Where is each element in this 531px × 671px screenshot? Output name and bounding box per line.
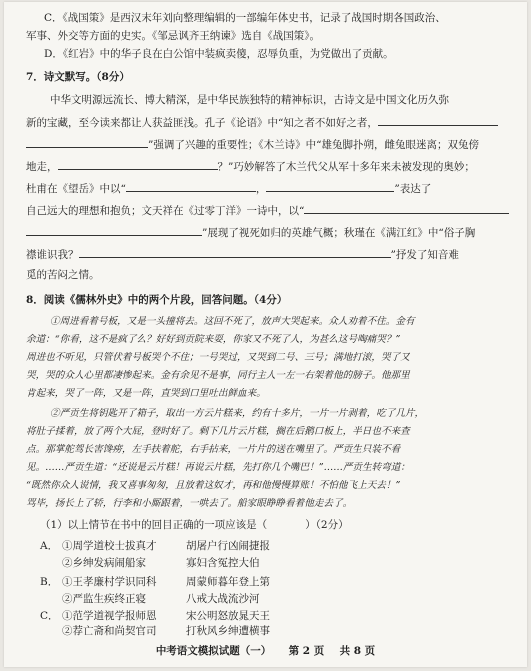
blank-8[interactable] [79,246,391,258]
passage-2-line-4: 见。……严贡生道：“还说是云片糕！再说云片糕，先打你几个嘴巴！”……严贡生转弯道： [26,462,410,473]
q7-line-8 [26,246,526,262]
option-b-row1-left: ①王孝廉村学识同科 [62,576,157,588]
option-d-line: D．《红岩》中的华子良在白公馆中装疯卖傻，忍辱负重，为党做出了贡献。 [44,48,394,60]
passage-1-line-3: 周进也不听见，只管伏着号板哭个不住；一号哭过，又哭到二号、三号；满地打滚，哭了又 [26,352,410,363]
q7-line-2 [26,114,526,130]
page-footer [4,643,527,658]
q7-line-8-text-b: ”抒发了知音难 [390,249,459,261]
q7-line-8-text-a: 襟谁识我？ [26,249,79,261]
q7-line-6-text: 自己远大的理想和抱负；文天祥在《过零丁洋》一诗中，以“ [26,205,305,217]
blank-2[interactable] [26,136,148,148]
q7-line-2-text: 新的宝藏，至今读来都让人获益匪浅。孔子《论语》中“知之者不如好之者， [26,117,378,129]
option-a-letter[interactable]: A． [40,540,59,552]
footer-title: 中考语文模拟试题（一） [155,645,272,657]
option-a-row2-right: 寡妇含冤控大伯 [186,557,260,569]
option-b-row2-right: 八戒大战流沙河 [186,593,260,605]
option-c-row1-left: ①范学道视学报师恩 [62,610,157,622]
option-c-row2-right: 打秋风乡绅遭横事 [186,625,270,637]
exam-page [4,2,527,667]
option-a-row1-left: ①周学道校士拔真才 [62,540,157,552]
option-c-row2-left: ②荐亡斋和尚契官司 [62,625,157,637]
q7-line-6 [26,202,526,218]
option-a-row1-right: 胡屠户行凶闹捷报 [186,540,270,552]
q7-line-7-text: ”展现了视死如归的英雄气概；秋瑾在《满江红》中“俗子胸 [202,227,476,239]
sub-question-score: ）（2分） [305,519,349,531]
q7-line-5-text-c: ”表达了 [394,183,432,195]
q7-line-3 [26,136,526,152]
q7-line-5-text-a: 杜甫在《望岳》中以“ [26,183,126,195]
footer-total-pages: 共 8 页 [339,645,376,657]
option-c-line-2: 军事、外交等方面的史实。《邹忌讽齐王纳谏》选自《战国策》。 [26,30,320,42]
sub-question-stem: （1）以上情节在书中的回目正确的一项应该是（ [40,519,268,531]
q7-line-3-text: ”强调了兴趣的重要性；《木兰诗》中“雄兔脚扑朔，雌兔眼迷离；双兔傍 [148,139,479,151]
q7-line-7 [26,224,526,240]
option-b-row2-left: ②严监生疾终正寝 [62,593,146,605]
q7-line-4 [26,158,526,174]
q7-line-5-comma: ， [255,183,267,195]
passage-1-line-4: 哭，哭的众人心里都凄惨起来。金有余见不是事，同行主人一左一右架着他的膀子。他那里 [26,370,410,381]
passage-1-line-5: 肯起来，哭了一阵，又是一阵，直哭到口里吐出鲜血来。 [26,388,266,399]
passage-2-line-2: 将肚子揉着，放了两个大屁，登时好了。剩下几片云片糕，搁在后鹅口板上，半日也不来查 [26,426,410,437]
option-b-letter[interactable]: B． [40,576,59,588]
sub-question-1 [40,518,520,532]
q7-line-9: 觅的苦闷之情。 [26,269,100,281]
blank-5[interactable] [266,180,394,192]
option-c-line-1: C．《战国策》是西汉末年刘向整理编辑的一部编年体史书，记录了战国时期各国政治、 [44,12,446,24]
q7-line-4-text-b: ？”巧妙解答了木兰代父从军十多年来未被发现的奥妙； [217,161,475,173]
option-b-row1-right: 周蒙师暮年登上第 [186,576,270,588]
blank-4[interactable] [126,180,256,192]
q7-line-4-text-a: 地走， [26,161,58,173]
footer-page-number: 第 2 页 [288,645,325,657]
passage-2-line-1: ②严贡生将钥匙开了箱子，取出一方云片糕来，约有十多片，一片一片剥着，吃了几片， [50,408,425,419]
passage-2-line-6: 骂毕，扬长上了轿，行李和小厮跟着，一哄去了。船家眼睁睁看着他走去了。 [26,498,353,509]
passage-2-line-5: “既然你众人说情，我又喜事匆匆，且放着这奴才，再和他慢慢算账！不怕他飞上天去！” [26,480,401,491]
option-a-row2-left: ②乡绅发病闹船家 [62,557,146,569]
option-c-letter[interactable]: C． [40,610,59,622]
q7-line-5 [26,180,526,196]
q7-line-1: 中华文明源远流长、博大精深，是中华民族独特的精神标识，古诗文是中国文化历久弥 [50,94,449,106]
blank-1[interactable] [378,114,498,126]
passage-1-line-2: 余道：“你看，这不是疯了么？好好到贡院来耍，你家又不死了人，为甚么这号啕痛哭？” [26,334,401,345]
blank-6[interactable] [304,202,509,214]
question-7-heading: 7．诗文默写。（8分） [26,71,130,83]
blank-7[interactable] [26,224,202,236]
question-8-heading: 8．阅读《儒林外史》中的两个片段，回答问题。（4分） [26,294,288,306]
blank-3[interactable] [58,158,218,170]
passage-1-line-1: ①周进看着号板，又是一头撞将去。这回不死了，放声大哭起来。众人劝着不住。金有 [50,316,415,327]
option-c-row1-right: 宋公明怒放晁天王 [186,610,270,622]
passage-2-line-3: 点。那掌舵驾长害馋痨，左手扶着舵，右手拈来，一片片的送在嘴里了。严贡生只装不看 [26,444,401,455]
